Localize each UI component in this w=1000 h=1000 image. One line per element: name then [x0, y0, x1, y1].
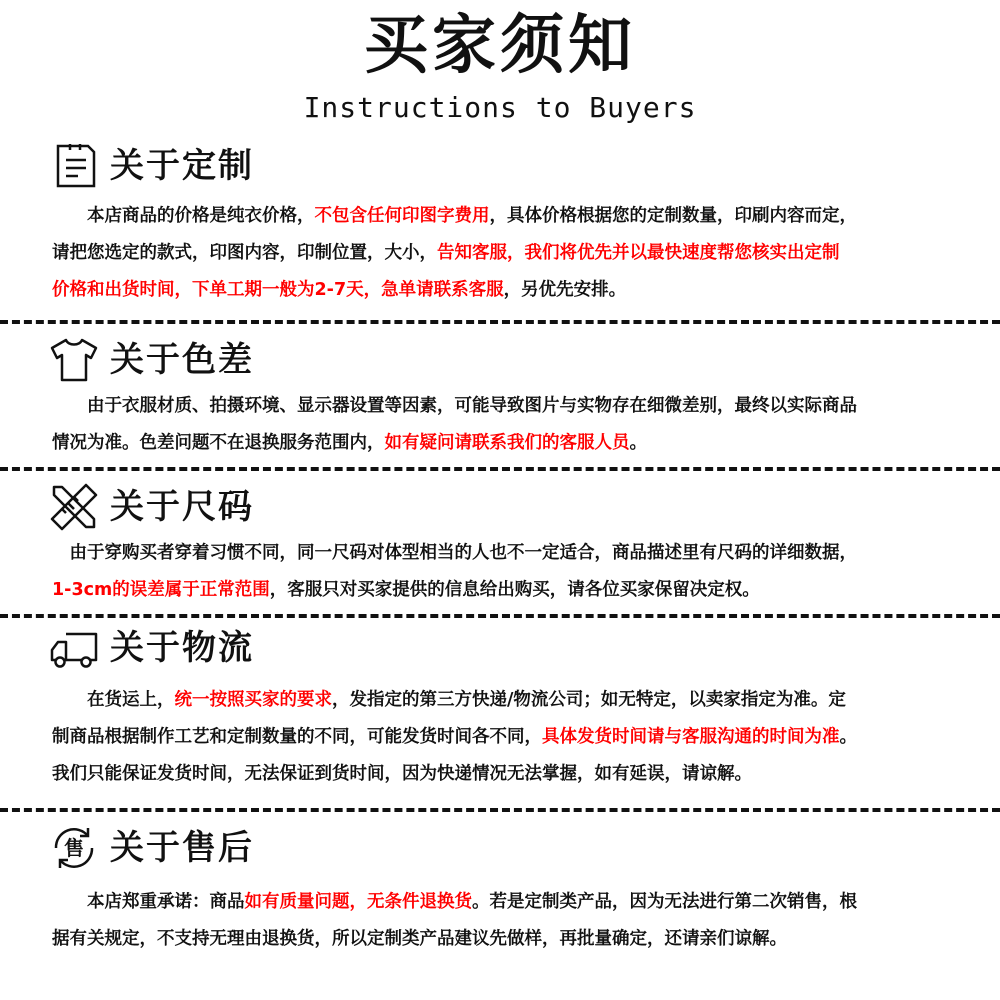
- text-run: 请把您选定的款式，印图内容，印制位置，大小，: [52, 243, 437, 263]
- highlight-text: 不包含任何印图字费用: [314, 206, 490, 226]
- section-body: [52, 388, 997, 462]
- highlight-text: 如有质量问题，无条件退换货: [244, 892, 472, 912]
- ruler-pencil-icon: [46, 479, 102, 535]
- body-line: [52, 719, 997, 756]
- section-header: [46, 820, 254, 876]
- text-run: ，发指定的第三方快递/物流公司；如无特定，以卖家指定为准。定: [332, 690, 846, 710]
- text-run: ，客服只对买家提供的信息给出购买，请各位买家保留决定权。: [269, 580, 760, 600]
- text-run: 本店郑重承诺：商品: [52, 892, 245, 912]
- highlight-text: 价格和出货时间，下单工期一般为2-7天，急单请联系客服: [52, 280, 504, 300]
- section-header: [46, 479, 254, 535]
- tshirt-icon: [46, 332, 102, 388]
- section-body: [52, 884, 997, 958]
- section-heading: 关于物流: [110, 628, 254, 668]
- text-run: 。: [629, 433, 647, 453]
- body-line: [52, 756, 997, 793]
- text-run: 情况为准。色差问题不在退换服务范围内，: [52, 433, 385, 453]
- body-line: [52, 535, 997, 572]
- text-run: 制商品根据制作工艺和定制数量的不同，可能发货时间各不同，: [52, 727, 542, 747]
- body-line: [52, 388, 997, 425]
- body-line: [52, 921, 997, 958]
- text-run: 我们只能保证发货时间，无法保证到货时间，因为快递情况无法掌握，如有延误，请谅解。: [52, 764, 752, 784]
- section-heading: 关于定制: [110, 146, 254, 186]
- text-run: 据有关规定，不支持无理由退换货，所以定制类产品建议先做样，再批量确定，还请亲们谅解。: [52, 929, 787, 949]
- section-header: [46, 332, 254, 388]
- body-line: [52, 272, 997, 309]
- highlight-text: 统一按照买家的要求: [174, 690, 332, 710]
- body-line: [52, 682, 997, 719]
- text-run: 在货运上，: [52, 690, 175, 710]
- section-heading: 关于尺码: [110, 487, 254, 527]
- body-line: [52, 198, 997, 235]
- truck-icon: [46, 620, 102, 676]
- after-sales-icon: [46, 820, 102, 876]
- body-line: [52, 572, 997, 609]
- body-line: [52, 425, 997, 462]
- dashed-divider: [0, 808, 1000, 812]
- section-heading: 关于色差: [110, 340, 254, 380]
- text-run: 由于衣服材质、拍摄环境、显示器设置等因素，可能导致图片与实物存在细微差别，最终以实际商品: [52, 396, 857, 416]
- text-run: 由于穿购买者穿着习惯不同，同一尺码对体型相当的人也不一定适合，商品描述里有尺码的详细数据，: [52, 543, 857, 563]
- section-header: [46, 138, 254, 194]
- dashed-divider: [0, 467, 1000, 471]
- text-run: ，具体价格根据您的定制数量，印刷内容而定，: [489, 206, 857, 226]
- text-run: 本店商品的价格是纯衣价格，: [52, 206, 315, 226]
- text-run: ，另优先安排。: [503, 280, 627, 300]
- page-title: 买家须知: [364, 9, 636, 83]
- body-line: [52, 235, 997, 272]
- section-header: [46, 620, 254, 676]
- section-body: [52, 198, 997, 309]
- highlight-text: 如有疑问请联系我们的客服人员: [384, 433, 630, 453]
- highlight-text: 告知客服，我们将优先并以最快速度帮您核实出定制: [437, 243, 840, 263]
- svg-text:售: 售: [64, 836, 84, 860]
- highlight-text: 1-3cm的误差属于正常范围: [52, 580, 270, 600]
- text-run: 。若是定制类产品，因为无法进行第二次销售，根: [472, 892, 857, 912]
- body-line: [52, 884, 997, 921]
- text-run: 。: [839, 727, 857, 747]
- document-icon: [46, 138, 102, 194]
- section-body: [52, 535, 997, 609]
- highlight-text: 具体发货时间请与客服沟通的时间为准: [542, 727, 840, 747]
- section-body: [52, 682, 997, 793]
- dashed-divider: [0, 320, 1000, 324]
- section-heading: 关于售后: [110, 828, 254, 868]
- dashed-divider: [0, 614, 1000, 618]
- page-subtitle: Instructions to Buyers: [303, 91, 697, 124]
